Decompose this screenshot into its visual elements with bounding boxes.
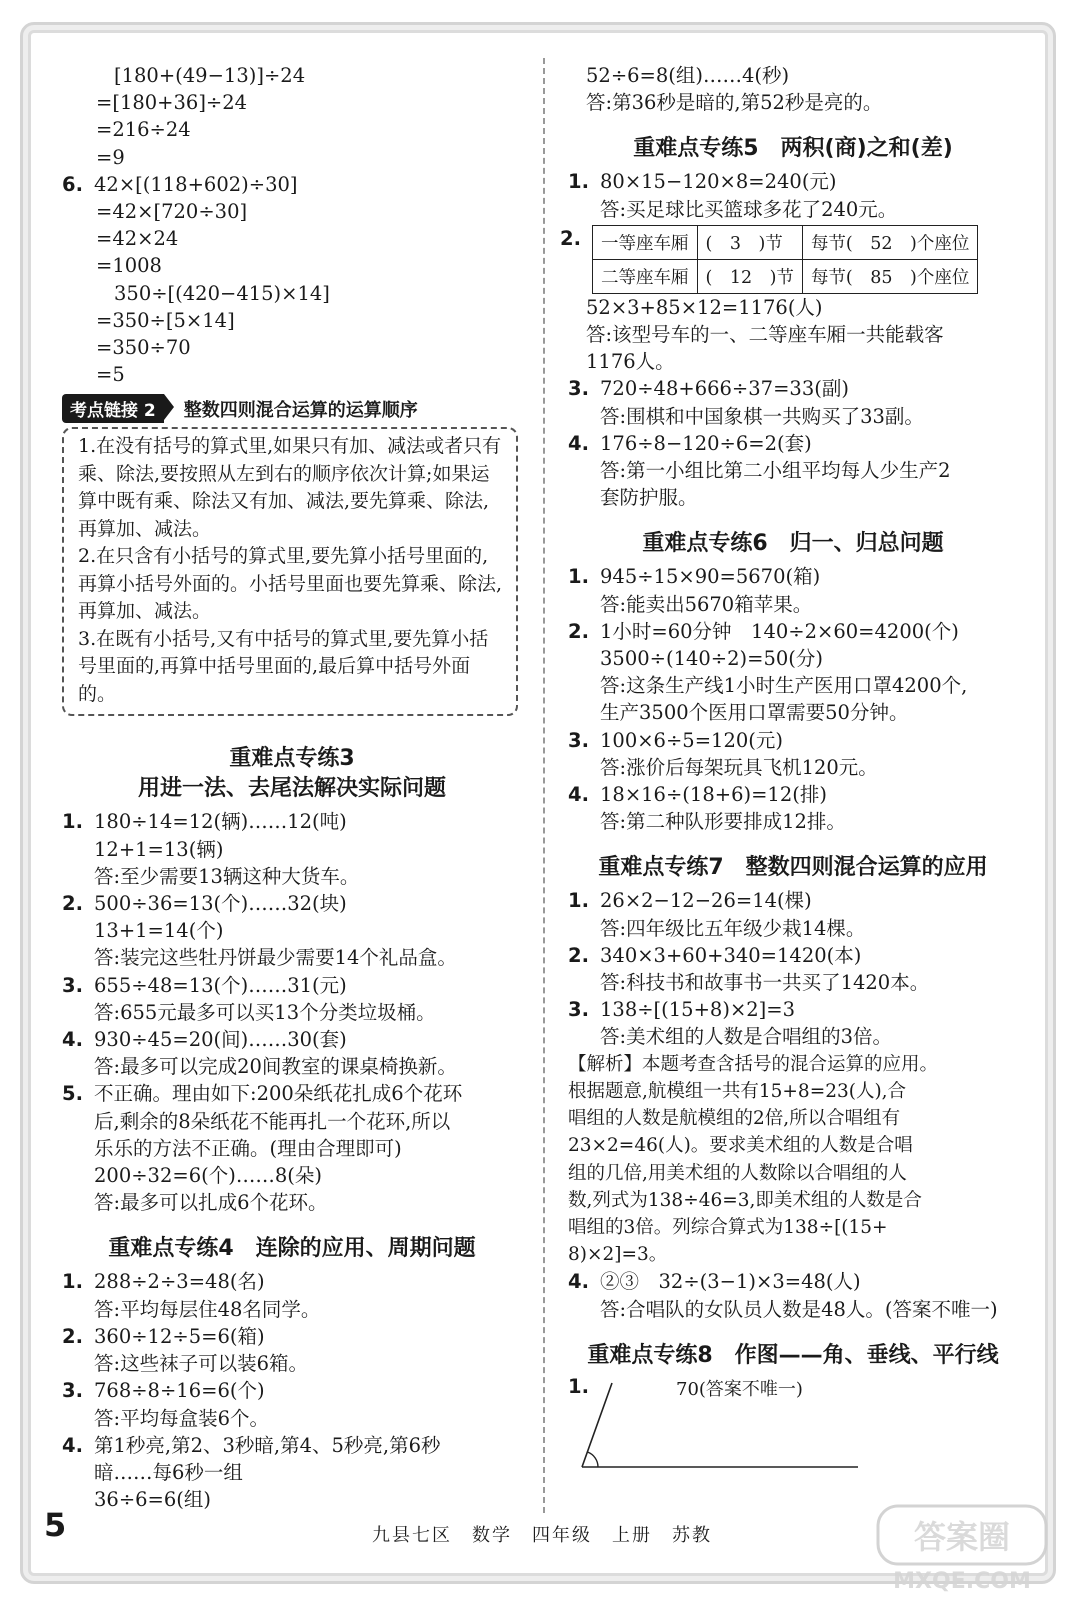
answer-text: 答:第二种队形要排成12排。 <box>600 810 846 834</box>
svg-text:答案圈: 答案圈 <box>913 1518 1011 1556</box>
answer-line <box>568 1023 1018 1050</box>
answer-line <box>62 1108 522 1135</box>
answer-text: 答:655元最多可以买13个分类垃圾桶。 <box>94 1000 436 1024</box>
answer-text: 80×15−120×8=240(元) <box>600 170 837 194</box>
answer-line <box>568 699 1018 726</box>
answer-text: 第1秒亮,第2、3秒暗,第4、5秒亮,第6秒 <box>94 1433 441 1457</box>
answer-text: 答:合唱队的女队员人数是48人。(答案不唯一) <box>600 1297 998 1321</box>
answer-line: 52×3+85×12=1176(人) <box>586 295 823 319</box>
analysis-line: 唱组的3倍。列综合算式为138÷[(15+ <box>568 1216 888 1238</box>
answer-item <box>62 1377 522 1404</box>
item-number: 4. <box>62 1028 83 1052</box>
answer-line <box>568 591 1018 618</box>
answer-line <box>62 1135 522 1162</box>
answer-text: 答:能卖出5670箱苹果。 <box>600 592 813 616</box>
table-row <box>593 225 978 259</box>
calc-line: =42×24 <box>96 227 179 251</box>
answer-item <box>62 1026 522 1053</box>
table-cell: ( 3 )节 <box>697 225 802 259</box>
column-divider <box>543 58 545 1513</box>
item-number: 5. <box>62 1082 83 1106</box>
answer-text: 答:这些袜子可以装6箱。 <box>94 1352 308 1376</box>
angle-ray <box>582 1383 612 1467</box>
calc-line: =216÷24 <box>96 118 191 142</box>
answer-line <box>62 836 522 863</box>
answer-text: 930÷45=20(间)……30(套) <box>94 1028 347 1052</box>
answer-text: 340×3+60+340=1420(本) <box>600 943 862 967</box>
calc-line: =42×[720÷30] <box>96 200 248 224</box>
answer-text: 答:买足球比买篮球多花了240元。 <box>600 197 898 221</box>
left-column <box>62 62 522 1513</box>
answer-text: 288÷2÷3=48(名) <box>94 1270 265 1294</box>
answer-item <box>568 727 1018 754</box>
answer-text: 176÷8−120÷6=2(套) <box>600 431 812 455</box>
analysis-line: 唱组的人数是航模组的2倍,所以合唱组有 <box>568 1108 901 1130</box>
answer-text: 768÷8÷16=6(个) <box>94 1379 265 1403</box>
table-cell: 每节( 85 )个座位 <box>802 259 977 293</box>
angle-figure <box>568 1375 868 1475</box>
answer-text: 答:涨价后每架玩具飞机120元。 <box>600 755 878 779</box>
calc-line: [180+(49−13)]÷24 <box>114 64 306 87</box>
calc-line: =350÷70 <box>96 336 191 360</box>
angle-drawing: 1. 70(答案不唯一) <box>568 1375 1018 1475</box>
answer-line <box>568 808 1018 835</box>
answer-text: 12+1=13(辆) <box>94 837 224 861</box>
answer-text: 26×2−12−26=14(棵) <box>600 889 812 913</box>
answer-line <box>62 1189 522 1216</box>
calc-line: =350÷[5×14] <box>96 308 235 332</box>
answer-text: 答:第一小组比第二小组平均每人少生产2 <box>600 459 951 483</box>
answer-item <box>568 1268 1018 1295</box>
analysis-line: 根据题意,航模组一共有15+8=23(人),合 <box>568 1080 907 1102</box>
answer-line <box>568 645 1018 672</box>
answer-text: 200÷32=6(个)……8(朵) <box>94 1164 322 1188</box>
calc-line: 350÷[(420−415)×14] <box>114 281 330 305</box>
answer-text: 720÷48+666÷37=33(副) <box>600 377 849 401</box>
angle-arc <box>588 1452 599 1467</box>
knowledge-link-header <box>62 394 522 423</box>
answer-line: 答:该型号车的一、二等座车厢一共能载客 <box>586 323 944 347</box>
footer-info: 九县七区 数学 四年级 上册 苏教 <box>372 1525 712 1546</box>
answer-item <box>62 1080 522 1107</box>
answer-text: 13+1=14(个) <box>94 919 224 943</box>
calc-line: =9 <box>96 145 125 169</box>
answer-text: ②③ 32÷(3−1)×3=48(人) <box>600 1270 861 1294</box>
answer-text: 1小时=60分钟 140÷2×60=4200(个) <box>600 619 959 643</box>
item-number: 4. <box>568 1270 589 1294</box>
answer-text: 答:至少需要13辆这种大货车。 <box>94 864 360 888</box>
analysis-line: 【解析】本题考查含括号的混合运算的应用。 <box>568 1053 939 1075</box>
answer-item <box>568 781 1018 808</box>
answer-text: 答:最多可以扎成6个花环。 <box>94 1191 328 1215</box>
analysis-line: 数,列式为138÷46=3,即美术组的人数是合 <box>568 1189 922 1211</box>
rule-item: 3.在既有小括号,又有中括号的算式里,要先算小括号里面的,再算中括号里面的,最后算中括号外面的。 <box>78 627 489 705</box>
answer-text: 655÷48=13(个)……31(元) <box>94 973 347 997</box>
answer-text: 答:装完这些牡丹饼最少需要14个礼品盒。 <box>94 946 457 970</box>
page-number: 5 <box>44 1506 67 1544</box>
section-7-title: 重难点专练7 整数四则混合运算的应用 <box>598 855 988 881</box>
seat-table <box>592 225 978 294</box>
answer-text: 答:美术组的人数是合唱组的3倍。 <box>600 1025 892 1049</box>
section-3-answers <box>62 808 522 1216</box>
answer-item <box>568 942 1018 969</box>
question-2: 2. 一等座车厢 ( 3 )节 每节( 52 )个座位 二等座车厢 ( 12 )节 每节( 85 )个座位 <box>568 225 1018 294</box>
table-cell: 二等座车厢 <box>593 259 698 293</box>
answer-item <box>568 996 1018 1023</box>
answer-line <box>568 403 1018 430</box>
answer-text: 36÷6=6(组) <box>94 1488 212 1512</box>
answer-text: 945÷15×90=5670(箱) <box>600 565 821 589</box>
item-number: 2. <box>62 892 83 916</box>
answer-item <box>62 1268 522 1295</box>
answer-line <box>62 1350 522 1377</box>
svg-text:MXQE.COM: MXQE.COM <box>893 1569 1031 1594</box>
calc-line: =[180+36]÷24 <box>96 91 248 115</box>
item-number: 3. <box>62 1379 83 1403</box>
answer-text: 生产3500个医用口罩需要50分钟。 <box>600 701 909 725</box>
answer-line <box>62 1405 522 1432</box>
answer-line <box>568 672 1018 699</box>
answer-line <box>568 457 1018 484</box>
answer-line <box>62 999 522 1026</box>
answer-line <box>62 1459 522 1486</box>
item-number: 1. <box>568 565 589 589</box>
section-5-title: 重难点专练5 两积(商)之和(差) <box>633 136 953 162</box>
answer-line <box>62 1296 522 1323</box>
answer-item <box>568 430 1018 457</box>
item-number: 4. <box>568 431 589 455</box>
answer-text: 答:平均每层住48名同学。 <box>94 1297 321 1321</box>
answer-text: 答:四年级比五年级少栽14棵。 <box>600 916 866 940</box>
section-4-answers <box>62 1268 522 1513</box>
section-8-title: 重难点专练8 作图——角、垂线、平行线 <box>587 1342 999 1368</box>
answer-line: 1176人。 <box>586 350 675 374</box>
answer-text: 500÷36=13(个)……32(块) <box>94 892 347 916</box>
answer-text: 360÷12÷5=6(箱) <box>94 1324 265 1348</box>
answer-item <box>62 1432 522 1459</box>
section-3-subtitle: 用进一法、去尾法解决实际问题 <box>137 776 446 802</box>
table-cell: ( 12 )节 <box>697 259 802 293</box>
answer-text: 乐乐的方法不正确。(理由合理即可) <box>94 1136 402 1160</box>
answer-item <box>62 972 522 999</box>
answer-line <box>62 944 522 971</box>
knowledge-link-tag: 考点链接 2 <box>62 394 164 423</box>
knowledge-link-title: 整数四则混合运算的运算顺序 <box>183 399 418 421</box>
question-6: 6. 42×[(118+602)÷30] <box>62 172 298 196</box>
answer-text: 3500÷(140÷2)=50(分) <box>600 647 824 671</box>
item-number: 4. <box>62 1433 83 1457</box>
answer-text: 不正确。理由如下:200朵纸花扎成6个花环 <box>94 1082 463 1106</box>
rule-item: 2.在只含有小括号的算式里,要先算小括号里面的,再算小括号外面的。小括号里面也要先算乘、除法,再算加、减法。 <box>78 545 503 623</box>
section-6-title: 重难点专练6 归一、归总问题 <box>642 531 944 557</box>
calc-line: =5 <box>96 363 125 387</box>
answer-line <box>62 917 522 944</box>
answer-item <box>568 618 1018 645</box>
rule-item: 1.在没有括号的算式里,如果只有加、减法或者只有乘、除法,要按照从左到右的顺序依次计算;如果运算中既有乘、除法又有加、减法,要先算乘、除法,再算加、减法。 <box>78 435 502 540</box>
item-number: 4. <box>568 783 589 807</box>
answer-text: 答:最多可以完成20间教室的课桌椅换新。 <box>94 1055 457 1079</box>
item-number: 1. <box>568 889 589 913</box>
answer-text: 18×16÷(18+6)=12(排) <box>600 783 827 807</box>
item-number: 1. <box>62 1270 83 1294</box>
answer-text: 180÷14=12(辆)……12(吨) <box>94 810 347 834</box>
analysis-line: 组的几倍,用美术组的人数除以合唱组的人 <box>568 1162 907 1184</box>
answer-text: 138÷[(15+8)×2]=3 <box>600 998 796 1022</box>
answer-text: 暗……每6秒一组 <box>94 1460 243 1484</box>
answer-line <box>568 915 1018 942</box>
answer-text: 答:平均每盒装6个。 <box>94 1406 269 1430</box>
answer-line <box>62 1162 522 1189</box>
answer-line <box>568 754 1018 781</box>
answer-line <box>62 863 522 890</box>
analysis-line: 23×2=46(人)。要求美术组的人数是合唱 <box>568 1135 913 1157</box>
answer-item <box>568 168 1018 195</box>
answer-item <box>62 808 522 835</box>
answer-line <box>62 1486 522 1513</box>
angle-note: 70(答案不唯一) <box>676 1378 803 1400</box>
section-3-title: 重难点专练3 <box>229 746 355 772</box>
item-number: 1. <box>568 170 589 194</box>
table-cell: 一等座车厢 <box>593 225 698 259</box>
answer-line: 52÷6=8(组)……4(秒) <box>586 64 790 87</box>
item-number: 2. <box>62 1324 83 1348</box>
item-number: 2. <box>568 943 589 967</box>
item-number: 3. <box>568 377 589 401</box>
answer-text: 答:这条生产线1小时生产医用口罩4200个, <box>600 674 968 698</box>
answer-line <box>568 196 1018 223</box>
calc-line: 42×[(118+602)÷30] <box>94 172 298 196</box>
answer-item <box>62 1323 522 1350</box>
answer-text: 100×6÷5=120(元) <box>600 728 783 752</box>
answer-line: 答:第36秒是暗的,第52秒是亮的。 <box>586 91 883 115</box>
item-number: 3. <box>568 728 589 752</box>
answer-line <box>568 1296 1018 1323</box>
right-column <box>560 62 1018 1475</box>
answer-text: 套防护服。 <box>600 486 698 510</box>
answer-text: 答:科技书和故事书一共买了1420本。 <box>600 971 930 995</box>
calc-line: =1008 <box>96 254 162 278</box>
section-4-title: 重难点专练4 连除的应用、周期问题 <box>108 1236 476 1262</box>
answer-text: 后,剩余的8朵纸花不能再扎一个花环,所以 <box>94 1109 451 1133</box>
answer-item <box>568 375 1018 402</box>
table-cell: 每节( 52 )个座位 <box>802 225 977 259</box>
answer-line <box>568 484 1018 511</box>
answer-item <box>568 887 1018 914</box>
watermark-logo <box>872 1500 1052 1596</box>
answer-line <box>568 969 1018 996</box>
analysis-line: 8)×2]=3。 <box>568 1244 668 1266</box>
answer-item <box>568 563 1018 590</box>
item-number: 3. <box>568 998 589 1022</box>
item-number: 1. <box>62 810 83 834</box>
item-number: 2. <box>568 619 589 643</box>
item-number: 3. <box>62 973 83 997</box>
knowledge-link-box <box>62 427 518 716</box>
table-row <box>593 259 978 293</box>
answer-line <box>62 1053 522 1080</box>
answer-item <box>62 890 522 917</box>
answer-text: 答:围棋和中国象棋一共购买了33副。 <box>600 404 924 428</box>
